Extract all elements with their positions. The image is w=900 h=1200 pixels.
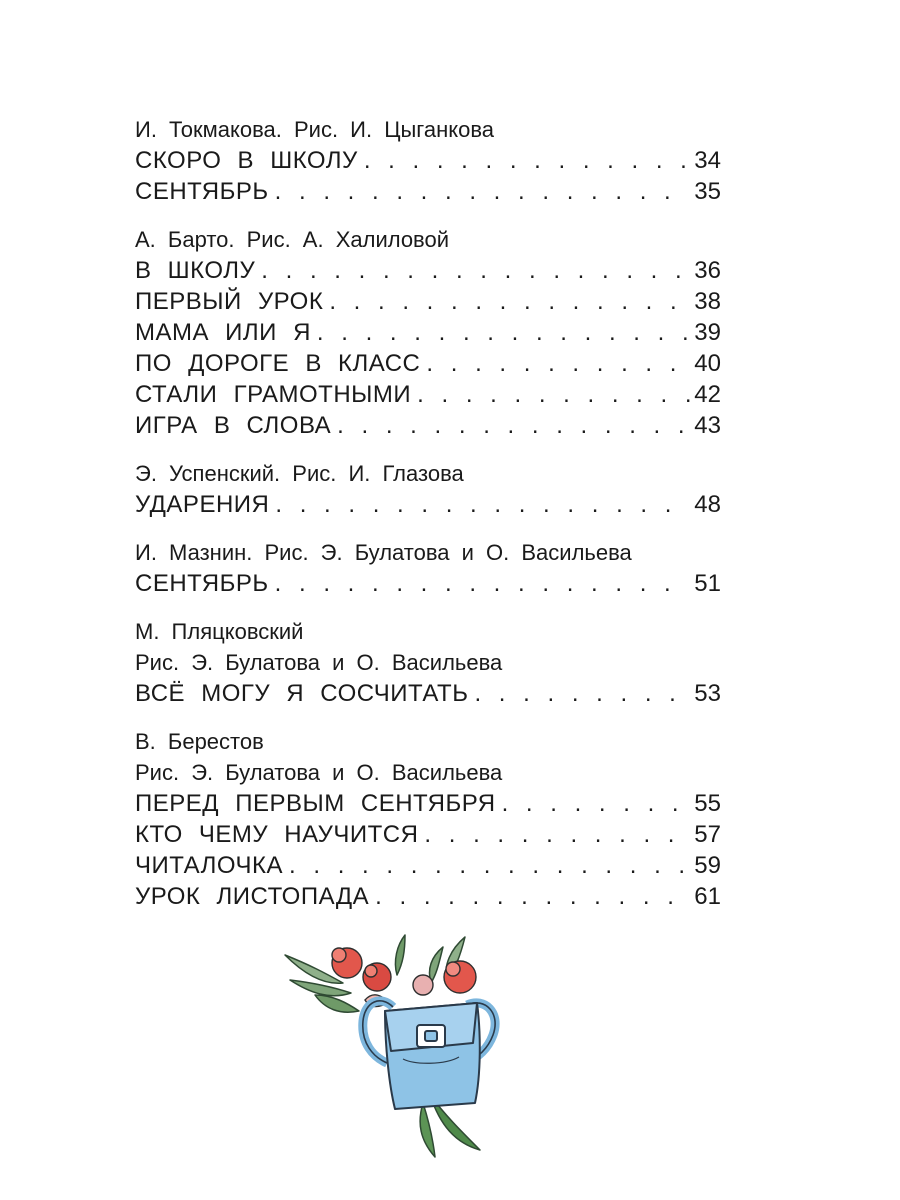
author-credit: И. Мазнин. Рис. Э. Булатова и О. Васильева	[135, 540, 632, 565]
dot-leader	[269, 568, 691, 599]
toc-entry[interactable]	[135, 568, 721, 599]
page-number: 59	[694, 852, 721, 879]
entry-title: СКОРО В ШКОЛУ	[135, 147, 358, 174]
entry-title: СЕНТЯБРЬ	[135, 178, 269, 205]
dot-leader	[255, 255, 690, 286]
dot-leader	[411, 379, 690, 410]
toc-group	[135, 537, 721, 599]
toc-entry[interactable]	[135, 850, 721, 881]
toc-group	[135, 224, 721, 441]
entry-title: СТАЛИ ГРАМОТНЫМИ	[135, 381, 412, 408]
entry-title: СЕНТЯБРЬ	[135, 570, 269, 597]
dot-leader	[358, 145, 690, 176]
dot-leader	[420, 348, 690, 379]
toc-group	[135, 726, 721, 912]
toc-group	[135, 114, 721, 207]
dot-leader	[331, 410, 690, 441]
page-number: 51	[694, 570, 721, 597]
page-number: 39	[694, 319, 721, 346]
page-number: 55	[694, 790, 721, 817]
toc-entry[interactable]	[135, 379, 721, 410]
entry-title: ИГРА В СЛОВА	[135, 412, 332, 439]
satchel-with-flowers-icon	[255, 925, 505, 1160]
table-of-contents	[135, 114, 721, 929]
toc-entry[interactable]	[135, 145, 721, 176]
toc-entry[interactable]	[135, 348, 721, 379]
page-number: 38	[694, 288, 721, 315]
toc-entry[interactable]	[135, 176, 721, 207]
dot-leader	[468, 678, 690, 709]
satchel-body	[385, 1003, 480, 1109]
page-number: 42	[694, 381, 721, 408]
page-number: 43	[694, 412, 721, 439]
author-credit: И. Токмакова. Рис. И. Цыганкова	[135, 117, 495, 142]
toc-entry[interactable]	[135, 881, 721, 912]
illustrator-credit: Рис. Э. Булатова и О. Васильева	[135, 650, 503, 675]
page-number: 57	[694, 821, 721, 848]
toc-entry[interactable]	[135, 489, 721, 520]
entry-title: КТО ЧЕМУ НАУЧИТСЯ	[135, 821, 419, 848]
toc-entry[interactable]	[135, 317, 721, 348]
dot-leader	[418, 819, 690, 850]
page-number: 61	[694, 883, 721, 910]
page-number: 35	[694, 178, 721, 205]
toc-entry[interactable]	[135, 788, 721, 819]
dot-leader	[269, 176, 691, 207]
entry-title: ПЕРЕД ПЕРВЫМ СЕНТЯБРЯ	[135, 790, 496, 817]
author-credit: Э. Успенский. Рис. И. Глазова	[135, 461, 464, 486]
entry-title: ПЕРВЫЙ УРОК	[135, 288, 324, 315]
page-number: 40	[694, 350, 721, 377]
toc-entry[interactable]	[135, 286, 721, 317]
author-credit: А. Барто. Рис. А. Халиловой	[135, 227, 450, 252]
dot-leader	[269, 489, 690, 520]
toc-entry[interactable]	[135, 410, 721, 441]
entry-title: УРОК ЛИСТОПАДА	[135, 883, 370, 910]
dot-leader	[283, 850, 690, 881]
page-number: 48	[694, 491, 721, 518]
dot-leader	[323, 286, 690, 317]
toc-entry[interactable]	[135, 255, 721, 286]
dot-leader	[369, 881, 690, 912]
entry-title: В ШКОЛУ	[135, 257, 256, 284]
entry-title: ПО ДОРОГЕ В КЛАСС	[135, 350, 421, 377]
author-credit: В. Берестов	[135, 729, 264, 754]
illustrator-credit: Рис. Э. Булатова и О. Васильева	[135, 760, 503, 785]
dot-leader	[311, 317, 690, 348]
entry-title: ВСЁ МОГУ Я СОСЧИТАТЬ	[135, 680, 469, 707]
entry-title: ЧИТАЛОЧКА	[135, 852, 284, 879]
entry-title: УДАРЕНИЯ	[135, 491, 270, 518]
toc-group	[135, 458, 721, 520]
author-credit: М. Пляцковский	[135, 619, 304, 644]
page-number: 34	[694, 147, 721, 174]
toc-group	[135, 616, 721, 709]
page-number: 36	[694, 257, 721, 284]
page-number: 53	[694, 680, 721, 707]
dot-leader	[496, 788, 691, 819]
toc-entry[interactable]	[135, 678, 721, 709]
entry-title: МАМА ИЛИ Я	[135, 319, 311, 346]
toc-entry[interactable]	[135, 819, 721, 850]
